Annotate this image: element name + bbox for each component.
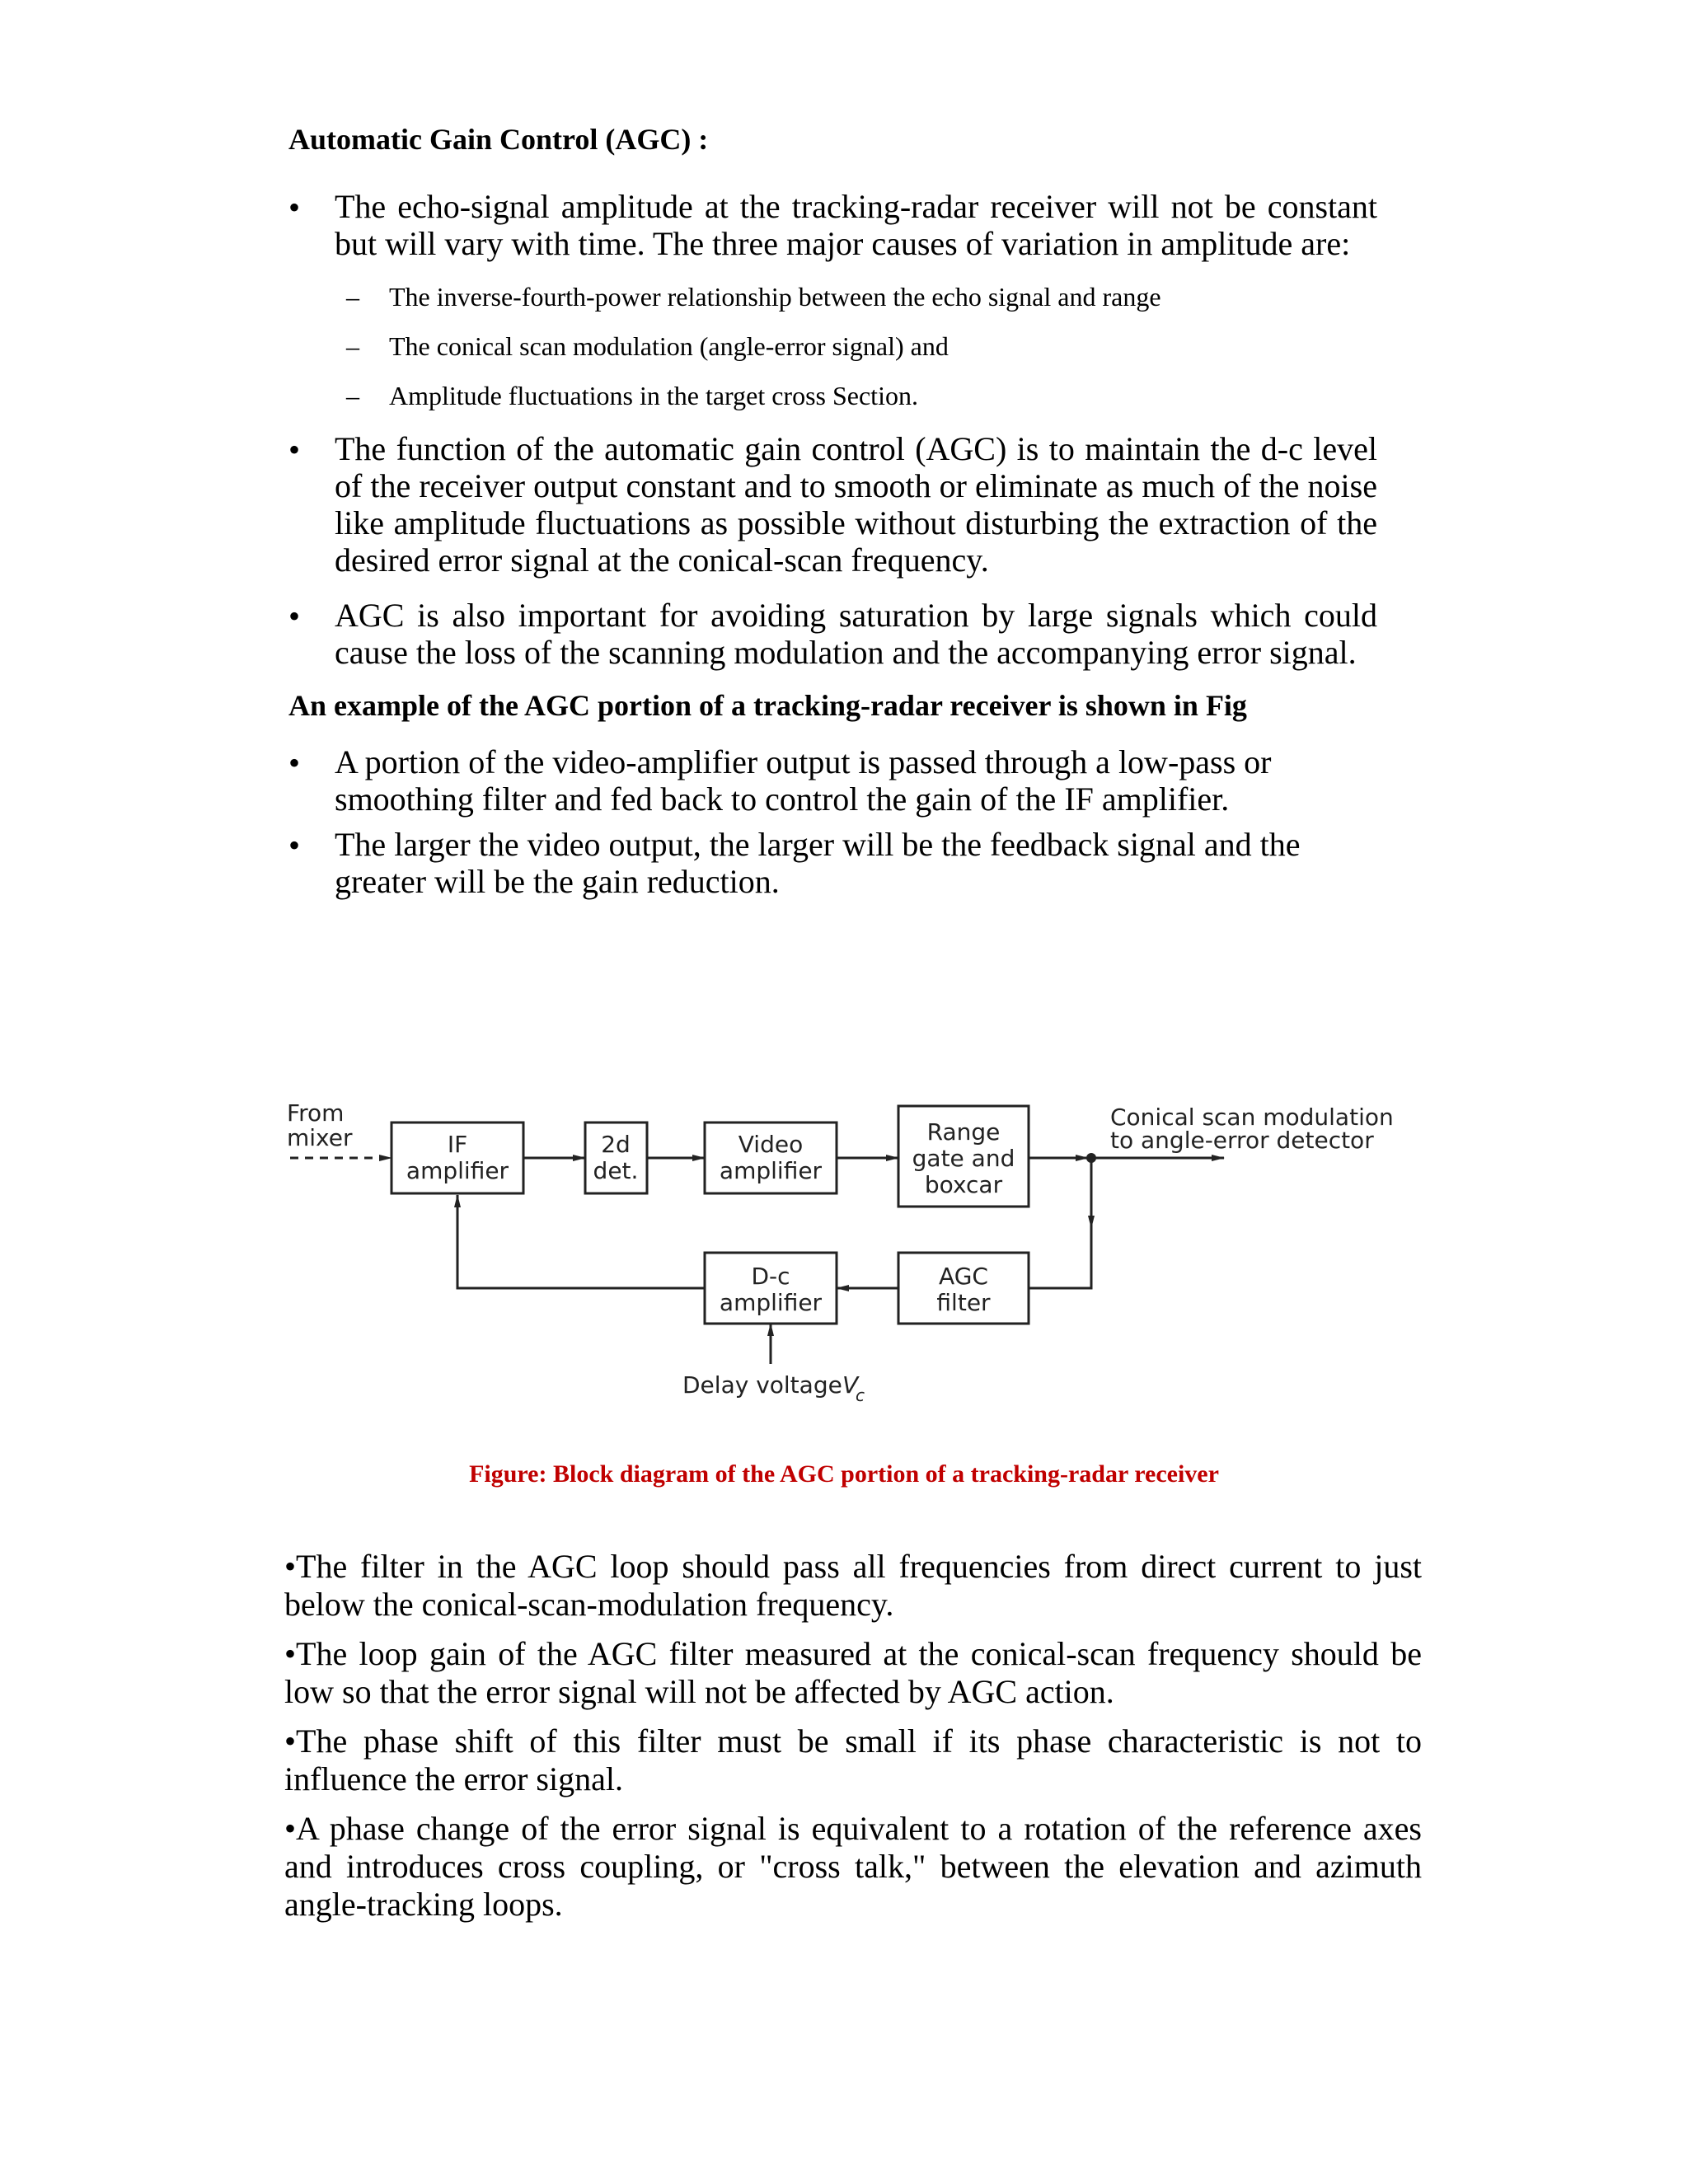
sub-list-text: The conical scan modulation (angle-error signal) and xyxy=(389,331,949,361)
from-mixer-label: From xyxy=(287,1099,345,1127)
delay-voltage-symbol: V xyxy=(842,1371,859,1399)
page-title: Automatic Gain Control (AGC) : xyxy=(288,123,709,156)
delay-voltage-label: Delay voltage xyxy=(682,1371,842,1399)
from-mixer-label: mixer xyxy=(287,1124,353,1151)
paragraph: •The phase shift of this filter must be small if its phase characteristic is not to influence the error signal. xyxy=(284,1722,1422,1797)
bullet-text: A portion of the video-amplifier output is passed through a low-pass or smoothing filter and fed back to control the gain of the IF amplifier. xyxy=(335,743,1272,818)
2d-detector-label: det. xyxy=(593,1157,639,1184)
bullet-text: The larger the video output, the larger will be the feedback signal and the greater will be the gain reduction. xyxy=(335,826,1301,900)
bullet-marker: • xyxy=(288,189,301,226)
bullet-marker: • xyxy=(288,827,301,864)
if-amplifier-label: IF xyxy=(447,1131,468,1158)
section-heading: An example of the AGC portion of a tracking-radar receiver is shown in Fig xyxy=(288,689,1247,722)
output-label: to angle-error detector xyxy=(1110,1127,1374,1154)
2d-detector-label: 2d xyxy=(601,1131,631,1158)
agc-filter-label: AGC xyxy=(939,1263,988,1290)
branch-node xyxy=(1086,1153,1096,1163)
bullet-text: The echo-signal amplitude at the tracking-radar receiver will not be constant but will vary with time. The three major causes of variation in amplitude are: xyxy=(335,188,1377,262)
dash-marker: – xyxy=(346,381,359,410)
dash-marker: – xyxy=(346,331,359,361)
bullet-marker: • xyxy=(288,598,301,635)
to-agc-filter-line xyxy=(1029,1228,1091,1288)
delay-voltage-subscript: c xyxy=(856,1385,865,1405)
output-label: Conical scan modulation xyxy=(1110,1104,1394,1131)
dc-amplifier-label: amplifier xyxy=(719,1289,823,1316)
bullet-text: The function of the automatic gain control (AGC) is to maintain the d-c level of the receiver output constant and to smooth or eliminate as much of the noise like amplitude fluctuations as possible without disturbing the extraction of the desired error signal at the conical-scan frequency. xyxy=(335,430,1377,579)
range-gate-label: gate and xyxy=(912,1145,1015,1172)
paragraph: •The loop gain of the AGC filter measured at the conical-scan frequency should be low so that the error signal will not be affected by AGC action. xyxy=(284,1635,1422,1710)
range-gate-label: Range xyxy=(926,1118,1001,1146)
paragraph: •The filter in the AGC loop should pass all frequencies from direct current to just below the conical-scan-modulation frequency. xyxy=(284,1548,1422,1623)
if-amplifier-label: amplifier xyxy=(406,1157,509,1184)
dc-to-if-line xyxy=(457,1195,705,1288)
paragraph: •A phase change of the error signal is equivalent to a rotation of the reference axes and introduces cross coupling, or "cross talk," between the elevation and azimuth angle-tracking loops. xyxy=(284,1810,1422,1923)
bullet-marker: • xyxy=(288,431,301,468)
sub-list-text: Amplitude fluctuations in the target cross Section. xyxy=(389,381,918,410)
dash-marker: – xyxy=(346,282,359,312)
agc-filter-label: filter xyxy=(936,1289,991,1316)
figure-caption: Figure: Block diagram of the AGC portion of a tracking-radar receiver xyxy=(469,1460,1219,1488)
bullet-marker: • xyxy=(288,744,301,781)
dc-amplifier-label: D-c xyxy=(751,1263,790,1290)
bullet-text: AGC is also important for avoiding saturation by large signals which could cause the loss of the scanning modulation and the accompanying error signal. xyxy=(335,597,1377,671)
sub-list-text: The inverse-fourth-power relationship between the echo signal and range xyxy=(389,282,1161,312)
video-amplifier-label: Video xyxy=(738,1131,804,1158)
video-amplifier-label: amplifier xyxy=(719,1157,823,1184)
range-gate-label: boxcar xyxy=(924,1171,1003,1198)
